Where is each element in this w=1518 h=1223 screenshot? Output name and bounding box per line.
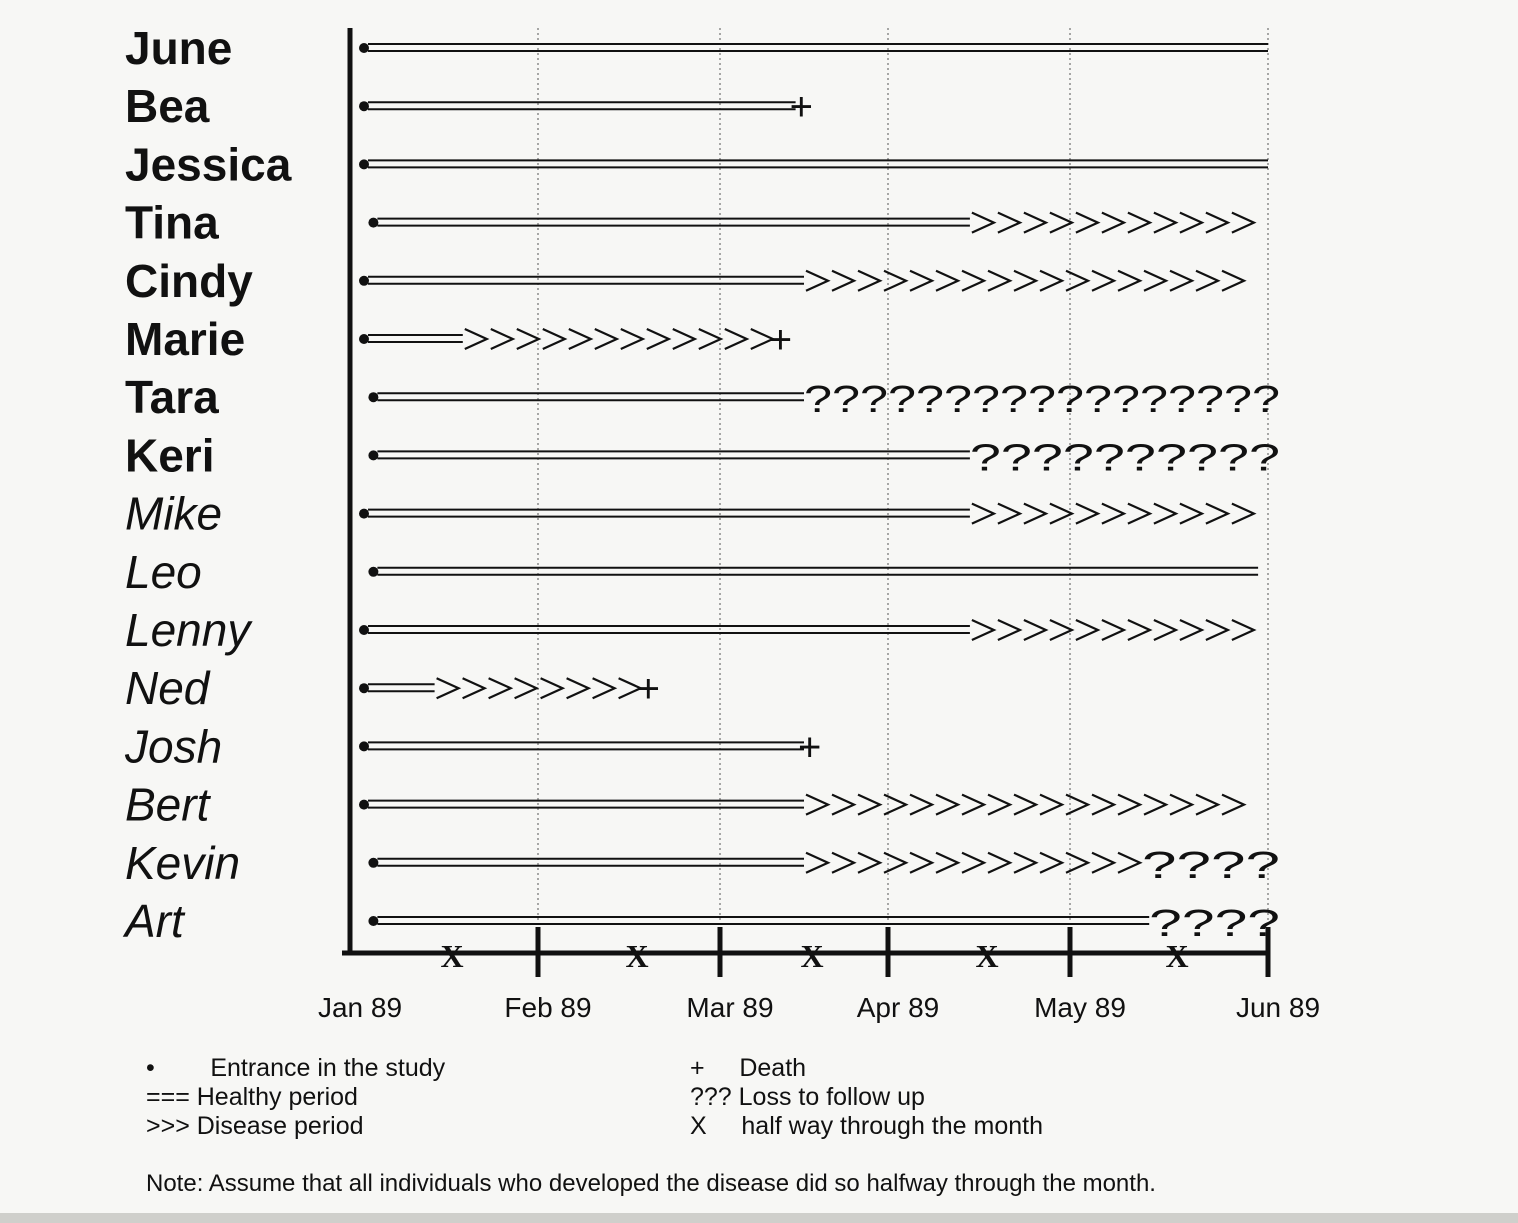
scan-edge: [0, 1213, 1518, 1223]
entrance-dot-jessica: [359, 159, 369, 169]
disease-chevron-tina-9: [1180, 213, 1202, 233]
disease-chevron-mike-4: [1050, 504, 1072, 524]
x-tick-label-3: Mar 89: [686, 992, 774, 1023]
entrance-dot-art: [368, 916, 378, 926]
disease-chevron-ned-1: [437, 678, 459, 698]
disease-chevron-bert-4: [884, 795, 906, 815]
legend-halfway: X half way through the month: [690, 1112, 1043, 1140]
disease-chevron-cindy-9: [1014, 271, 1036, 291]
disease-chevron-marie-4: [543, 329, 565, 349]
disease-chevron-cindy-4: [884, 271, 906, 291]
legend-disease: >>> Disease period: [146, 1112, 364, 1140]
entrance-dot-kevin: [368, 858, 378, 868]
disease-chevron-bert-12: [1092, 795, 1114, 815]
disease-chevron-tina-5: [1076, 213, 1098, 233]
entrance-dot-bea: [359, 101, 369, 111]
entrance-dot-bert: [359, 800, 369, 810]
disease-chevron-cindy-15: [1170, 271, 1192, 291]
disease-chevron-tina-3: [1024, 213, 1046, 233]
subject-name-josh: Josh: [125, 720, 223, 773]
disease-chevron-kevin-3: [858, 853, 880, 873]
disease-chevron-kevin-7: [962, 853, 984, 873]
disease-chevron-marie-9: [673, 329, 695, 349]
disease-chevron-kevin-1: [806, 853, 828, 873]
x-tick-label-5: May 89: [1034, 992, 1126, 1023]
entrance-dot-lenny: [359, 625, 369, 635]
disease-chevron-marie-11: [725, 329, 747, 349]
disease-chevron-lenny-3: [1024, 620, 1046, 640]
halfway-marker-5: X: [1165, 938, 1189, 974]
disease-chevron-ned-7: [593, 678, 615, 698]
disease-chevron-kevin-8: [988, 853, 1010, 873]
legend-healthy: === Healthy period: [146, 1083, 358, 1111]
death-marker-bea: +: [789, 85, 813, 130]
entrance-dot-keri: [368, 450, 378, 460]
disease-chevron-mike-2: [998, 504, 1020, 524]
legend-entrance: • Entrance in the study: [146, 1054, 446, 1082]
subject-name-jessica: Jessica: [125, 138, 292, 191]
disease-chevron-kevin-5: [910, 853, 932, 873]
disease-chevron-mike-3: [1024, 504, 1046, 524]
halfway-marker-3: X: [800, 938, 824, 974]
subject-name-kevin: Kevin: [125, 836, 241, 889]
disease-chevron-cindy-6: [936, 271, 958, 291]
disease-chevron-lenny-5: [1076, 620, 1098, 640]
disease-chevron-mike-7: [1128, 504, 1150, 524]
disease-chevron-bert-14: [1144, 795, 1166, 815]
disease-chevron-bert-5: [910, 795, 932, 815]
entrance-dot-marie: [359, 334, 369, 344]
halfway-marker-2: X: [625, 938, 649, 974]
disease-chevron-kevin-9: [1014, 853, 1036, 873]
disease-chevron-marie-2: [491, 329, 513, 349]
loss-marker-art: ????: [1149, 903, 1280, 945]
disease-chevron-kevin-12: [1092, 853, 1114, 873]
disease-chevron-bert-9: [1014, 795, 1036, 815]
disease-chevron-lenny-6: [1102, 620, 1124, 640]
subject-name-cindy: Cindy: [125, 254, 253, 307]
disease-chevron-tina-8: [1154, 213, 1176, 233]
disease-chevron-marie-3: [517, 329, 539, 349]
disease-chevron-cindy-13: [1118, 271, 1140, 291]
disease-chevron-cindy-7: [962, 271, 984, 291]
subject-name-mike: Mike: [125, 487, 223, 540]
disease-chevron-mike-11: [1232, 504, 1254, 524]
subject-name-tina: Tina: [125, 196, 219, 249]
subject-name-june: June: [125, 22, 233, 74]
disease-chevron-tina-2: [998, 213, 1020, 233]
disease-chevron-cindy-16: [1196, 271, 1218, 291]
disease-chevron-ned-5: [541, 678, 563, 698]
disease-chevron-bert-7: [962, 795, 984, 815]
disease-chevron-mike-10: [1206, 504, 1228, 524]
death-marker-marie: +: [768, 318, 793, 362]
disease-chevron-lenny-10: [1206, 620, 1228, 640]
x-tick-label-4: Apr 89: [856, 992, 940, 1023]
disease-chevron-kevin-11: [1066, 853, 1088, 873]
disease-chevron-ned-3: [489, 678, 511, 698]
disease-chevron-tina-10: [1206, 213, 1228, 233]
disease-chevron-mike-1: [972, 504, 994, 524]
disease-chevron-marie-6: [595, 329, 617, 349]
disease-chevron-marie-10: [699, 329, 721, 349]
disease-chevron-bert-6: [936, 795, 958, 815]
disease-chevron-lenny-7: [1128, 620, 1150, 640]
disease-chevron-kevin-4: [884, 853, 906, 873]
disease-chevron-ned-4: [515, 678, 537, 698]
disease-chevron-marie-8: [647, 329, 669, 349]
disease-chevron-ned-2: [463, 678, 485, 698]
disease-chevron-tina-6: [1102, 213, 1124, 233]
loss-marker-tara: ?????????????????: [804, 379, 1280, 422]
disease-chevron-bert-11: [1066, 795, 1088, 815]
entrance-dot-josh: [359, 741, 369, 751]
disease-chevron-lenny-11: [1232, 620, 1254, 640]
disease-chevron-bert-16: [1196, 795, 1218, 815]
legend-lost: ??? Loss to follow up: [690, 1083, 925, 1111]
death-marker-ned: +: [636, 667, 660, 712]
disease-chevron-cindy-10: [1040, 271, 1062, 291]
disease-chevron-marie-5: [569, 329, 591, 349]
disease-chevron-kevin-13: [1118, 853, 1140, 873]
entrance-dot-mike: [359, 509, 369, 519]
disease-chevron-tina-11: [1232, 213, 1254, 233]
death-marker-josh: +: [798, 725, 822, 770]
disease-chevron-mike-8: [1154, 504, 1176, 524]
disease-chevron-cindy-8: [988, 271, 1010, 291]
subject-name-bert: Bert: [125, 778, 210, 831]
disease-chevron-mike-9: [1180, 504, 1202, 524]
disease-chevron-lenny-1: [972, 620, 994, 640]
disease-chevron-cindy-5: [910, 271, 932, 291]
disease-chevron-cindy-14: [1144, 271, 1166, 291]
disease-chevron-tina-7: [1128, 213, 1150, 233]
disease-chevron-cindy-1: [806, 271, 828, 291]
subject-name-lenny: Lenny: [125, 604, 251, 656]
halfway-marker-1: X: [440, 938, 464, 974]
entrance-dot-ned: [359, 683, 369, 693]
footnote: Note: Assume that all individuals who developed the disease did so halfway through the month.: [146, 1170, 1156, 1197]
disease-chevron-bert-17: [1222, 795, 1244, 815]
legend-death: + Death: [690, 1054, 807, 1082]
disease-chevron-cindy-11: [1066, 271, 1088, 291]
subject-name-ned: Ned: [125, 662, 210, 715]
subject-name-leo: Leo: [125, 545, 202, 598]
loss-marker-keri: ??????????: [969, 437, 1280, 480]
disease-chevron-marie-1: [465, 329, 487, 349]
halfway-marker-4: X: [975, 938, 999, 974]
disease-chevron-bert-15: [1170, 795, 1192, 815]
disease-chevron-lenny-8: [1154, 620, 1176, 640]
disease-chevron-lenny-9: [1180, 620, 1202, 640]
entrance-dot-tara: [368, 392, 378, 402]
entrance-dot-cindy: [359, 276, 369, 286]
disease-chevron-cindy-2: [832, 271, 854, 291]
disease-chevron-mike-5: [1076, 504, 1098, 524]
disease-chevron-lenny-2: [998, 620, 1020, 640]
disease-chevron-bert-3: [858, 795, 880, 815]
disease-chevron-bert-10: [1040, 795, 1062, 815]
entrance-dot-leo: [368, 567, 378, 577]
disease-chevron-cindy-12: [1092, 271, 1114, 291]
disease-chevron-lenny-4: [1050, 620, 1072, 640]
disease-chevron-kevin-6: [936, 853, 958, 873]
entrance-dot-june: [359, 43, 369, 53]
disease-chevron-tina-4: [1050, 213, 1072, 233]
subject-name-keri: Keri: [125, 429, 215, 482]
subject-name-tara: Tara: [125, 371, 219, 424]
disease-chevron-marie-7: [621, 329, 643, 349]
x-tick-label-6: Jun 89: [1235, 992, 1321, 1023]
x-tick-label-2: Feb 89: [504, 992, 592, 1023]
disease-chevron-mike-6: [1102, 504, 1124, 524]
disease-chevron-cindy-17: [1222, 271, 1244, 291]
subject-name-marie: Marie: [125, 313, 246, 365]
entrance-dot-tina: [368, 218, 378, 228]
disease-chevron-bert-1: [806, 795, 828, 815]
loss-marker-kevin: ????: [1142, 844, 1280, 887]
disease-chevron-ned-6: [567, 678, 589, 698]
disease-chevron-bert-8: [988, 795, 1010, 815]
disease-chevron-kevin-10: [1040, 853, 1062, 873]
disease-chevron-kevin-2: [832, 853, 854, 873]
subject-name-art: Art: [125, 895, 184, 947]
disease-chevron-bert-2: [832, 795, 854, 815]
disease-chevron-cindy-3: [858, 271, 880, 291]
subject-name-bea: Bea: [125, 80, 210, 133]
disease-chevron-tina-1: [972, 213, 994, 233]
disease-chevron-bert-13: [1118, 795, 1140, 815]
x-tick-label-1: Jan 89: [317, 992, 403, 1023]
